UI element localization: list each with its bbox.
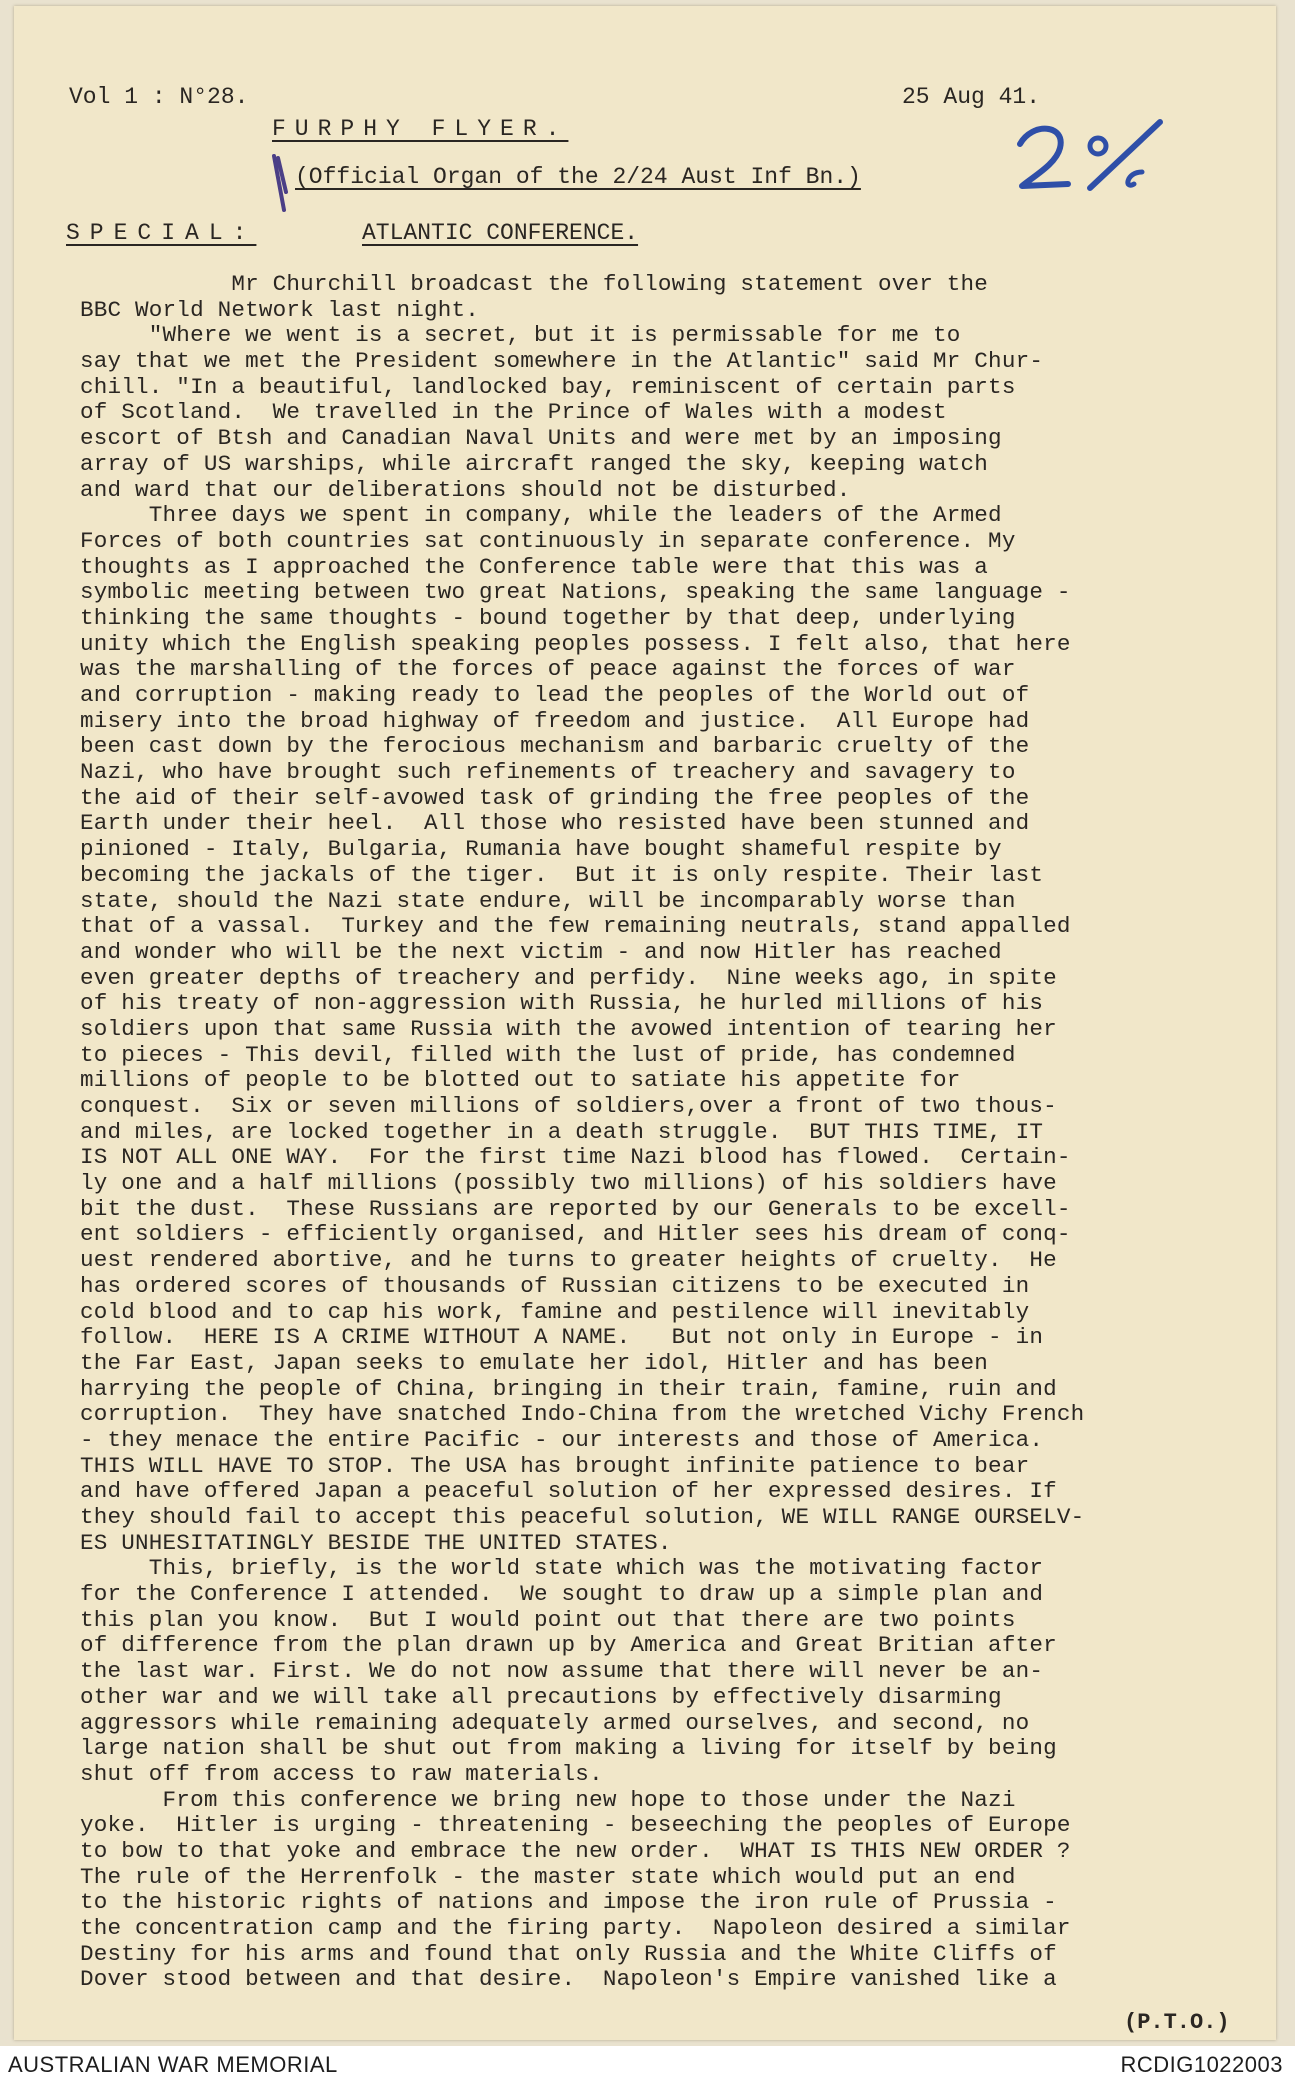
body-line: aggressors while remaining adequately armed ourselves, and second, no — [80, 1709, 1030, 1736]
body-line: Forces of both countries sat continuously in separate conference. My — [80, 527, 1016, 554]
body-line: to the historic rights of nations and impose the iron rule of Prussia - — [80, 1889, 1057, 1916]
body-line: cold blood and to cap his work, famine and pestilence will inevitably — [80, 1298, 1030, 1325]
footer-reference: RCDIG1022003 — [1120, 2052, 1283, 2077]
document-page — [14, 6, 1276, 2040]
body-line: been cast down by the ferocious mechanism and barbaric cruelty of the — [80, 733, 1030, 760]
body-line: the aid of their self-avowed task of grinding the free peoples of the — [80, 784, 1030, 811]
body-line: even greater depths of treachery and perfidy. Nine weeks ago, in spite — [80, 964, 1057, 991]
special-label: SPECIAL: — [66, 220, 257, 246]
body-line: BBC World Network last night. — [80, 296, 479, 323]
volume-number: Vol 1 : N°28. — [69, 84, 249, 110]
body-line: - they menace the entire Pacific - our interests and those of America. — [80, 1426, 1044, 1453]
footer-source: AUSTRALIAN WAR MEMORIAL — [8, 2052, 338, 2077]
body-line: Mr Churchill broadcast the following statement over the — [80, 271, 989, 297]
body-line: Earth under their heel. All those who resisted have been stunned and — [80, 810, 1030, 837]
body-line: and have offered Japan a peaceful solution of her expressed desires. If — [80, 1478, 1057, 1505]
body-line: say that we met the President somewhere in the Atlantic" said Mr Chur- — [80, 348, 1044, 375]
body-line: misery into the broad highway of freedom and justice. All Europe had — [80, 707, 1030, 734]
body-line: conquest. Six or seven millions of soldiers,over a front of two thous- — [80, 1093, 1057, 1119]
body-line: state, should the Nazi state endure, will be incomparably worse than — [80, 887, 1016, 914]
body-line: of difference from the plan drawn up by America and Great Britian after — [80, 1632, 1057, 1659]
handwritten-price — [1014, 114, 1174, 204]
body-line: uest rendered abortive, and he turns to greater heights of cruelty. He — [80, 1247, 1057, 1274]
body-line: escort of Btsh and Canadian Naval Units and were met by an imposing — [80, 425, 1002, 452]
body-line: symbolic meeting between two great Nations, speaking the same language - — [80, 579, 1071, 606]
body-line: shut off from access to raw materials. — [80, 1760, 603, 1787]
article-body — [80, 272, 1230, 1993]
body-line: "Where we went is a secret, but it is permissable for me to — [80, 322, 961, 349]
body-line: to bow to that yoke and embrace the new order. WHAT IS THIS NEW ORDER ? — [80, 1837, 1071, 1864]
please-turn-over: (P.T.O.) — [1124, 2010, 1230, 2035]
body-line: this plan you know. But I would point out that there are two points — [80, 1606, 1016, 1633]
handwritten-price-icon — [1014, 114, 1174, 204]
body-line: Dover stood between and that desire. Napoleon's Empire vanished like a — [80, 1966, 1057, 1993]
body-line: that of a vassal. Turkey and the few remaining neutrals, stand appalled — [80, 913, 1071, 940]
body-line: millions of people to be blotted out to satiate his appetite for — [80, 1067, 961, 1094]
body-line: yoke. Hitler is urging - threatening - beseeching the peoples of Europe — [80, 1812, 1071, 1839]
body-line: pinioned - Italy, Bulgaria, Rumania have bought shameful respite by — [80, 836, 1002, 863]
body-line: of his treaty of non-aggression with Russia, he hurled millions of his — [80, 990, 1044, 1017]
body-line: thinking the same thoughts - bound together by that deep, underlying — [80, 604, 1016, 631]
issue-date: 25 Aug 41. — [902, 84, 1041, 110]
body-line: The rule of the Herrenfolk - the master state which would put an end — [80, 1863, 1016, 1890]
body-line: ES UNHESITATINGLY BESIDE THE UNITED STATES. — [80, 1529, 672, 1556]
body-line: ly one and a half millions (possibly two millions) of his soldiers have — [80, 1170, 1057, 1197]
body-line: Destiny for his arms and found that only Russia and the White Cliffs of — [80, 1940, 1057, 1967]
body-line: they should fail to accept this peaceful solution, WE WILL RANGE OURSELV- — [80, 1504, 1085, 1530]
archive-footer — [0, 2046, 1295, 2082]
body-line: to pieces - This devil, filled with the lust of pride, has condemned — [80, 1041, 1016, 1068]
body-line: Nazi, who have brought such refinements of treachery and savagery to — [80, 759, 1016, 786]
body-line: unity which the English speaking peoples possess. I felt also, that here — [80, 630, 1071, 657]
body-line: This, briefly, is the world state which was the motivating factor — [80, 1555, 1044, 1582]
body-line: From this conference we bring new hope to those under the Nazi — [80, 1786, 1016, 1813]
body-line: follow. HERE IS A CRIME WITHOUT A NAME. But not only in Europe - in — [80, 1324, 1044, 1351]
body-line: has ordered scores of thousands of Russian citizens to be executed in — [80, 1272, 1030, 1299]
special-topic: ATLANTIC CONFERENCE. — [362, 220, 639, 246]
body-line: and ward that our deliberations should not be disturbed. — [80, 476, 851, 503]
body-line: other war and we will take all precautions by effectively disarming — [80, 1683, 1002, 1710]
body-line: corruption. They have snatched Indo-China from the wretched Vichy French — [80, 1401, 1085, 1428]
body-line: of Scotland. We travelled in the Prince of Wales with a modest — [80, 399, 947, 426]
body-line: THIS WILL HAVE TO STOP. The USA has brought infinite patience to bear — [80, 1452, 1030, 1479]
body-line: for the Conference I attended. We sought to draw up a simple plan and — [80, 1581, 1044, 1608]
pencil-mark — [270, 152, 300, 214]
body-line: becoming the jackals of the tiger. But it is only respite. Their last — [80, 861, 1044, 888]
body-line: ent soldiers - efficiently organised, and Hitler sees his dream of conq- — [80, 1221, 1071, 1248]
body-line: Three days we spent in company, while the leaders of the Armed — [80, 502, 1002, 529]
body-line: thoughts as I approached the Conference table were that this was a — [80, 553, 989, 580]
body-line: IS NOT ALL ONE WAY. For the first time Nazi blood has flowed. Certain- — [80, 1144, 1071, 1171]
newsletter-subtitle: (Official Organ of the 2/24 Aust Inf Bn.) — [295, 164, 861, 190]
body-line: and miles, are locked together in a death struggle. BUT THIS TIME, IT — [80, 1118, 1044, 1145]
body-line: soldiers upon that same Russia with the avowed intention of tearing her — [80, 1015, 1057, 1042]
body-line: harrying the people of China, bringing in their train, famine, ruin and — [80, 1375, 1057, 1402]
newsletter-title: FURPHY FLYER. — [272, 116, 569, 142]
body-line: array of US warships, while aircraft ranged the sky, keeping watch — [80, 450, 989, 477]
body-line: the last war. First. We do not now assume that there will never be an- — [80, 1658, 1044, 1685]
body-line: large nation shall be shut out from making a living for itself by being — [80, 1735, 1057, 1762]
body-line: chill. "In a beautiful, landlocked bay, reminiscent of certain parts — [80, 373, 1016, 400]
body-line: bit the dust. These Russians are reported by our Generals to be excell- — [80, 1195, 1071, 1222]
body-line: was the marshalling of the forces of peace against the forces of war — [80, 656, 1016, 683]
body-line: and corruption - making ready to lead the peoples of the World out of — [80, 682, 1030, 708]
body-line: the Far East, Japan seeks to emulate her idol, Hitler and has been — [80, 1349, 989, 1376]
body-line: the concentration camp and the firing party. Napoleon desired a similar — [80, 1915, 1071, 1941]
body-line: and wonder who will be the next victim - and now Hitler has reached — [80, 938, 1002, 965]
